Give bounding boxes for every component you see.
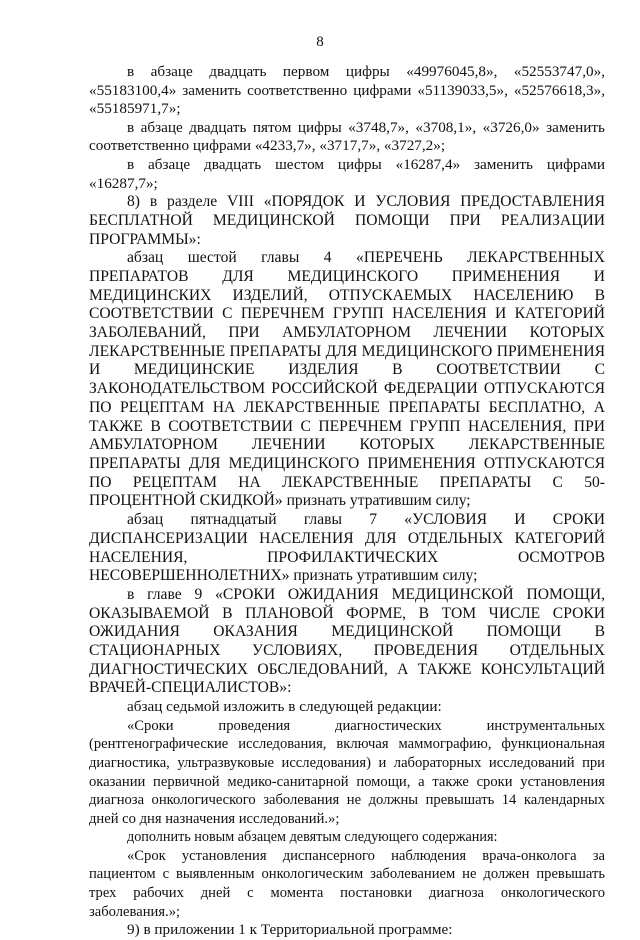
paragraph-9: «Сроки проведения диагностических инструментальных (рентгенографические исследования, включая маммографию, функциональная диагностика, ультразвуковые исследования) и лабораторных исследований при оказании первичной медико-санитарной помощи, а также сроки установления диагноза онкологического заболевания не должны превышать 14 календарных дней со дня назначения исследований.»;: [89, 717, 605, 827]
paragraph-12: 9) в приложении 1 к Территориальной программе:: [127, 921, 453, 939]
paragraph-7: в главе 9 «СРОКИ ОЖИДАНИЯ МЕДИЦИНСКОЙ ПОМОЩИ, ОКАЗЫВАЕМОЙ В ПЛАНОВОЙ ФОРМЕ, В ТОМ ЧИСЛЕ СРОКИ ОЖИДАНИЯ ОКАЗАНИЯ МЕДИЦИНСКОЙ ПОМОЩИ В СТАЦИОНАРНЫХ УСЛОВИЯХ, ПРОВЕДЕНИЯ ОТДЕЛЬНЫХ ДИАГНОСТИЧЕСКИХ ОБСЛЕДОВАНИЙ, А ТАКЖЕ КОНСУЛЬТАЦИЙ ВРАЧЕЙ-СПЕЦИАЛИСТОВ»:: [89, 585, 605, 697]
paragraph-5: абзац шестой главы 4 «ПЕРЕЧЕНЬ ЛЕКАРСТВЕННЫХ ПРЕПАРАТОВ ДЛЯ МЕДИЦИНСКОГО ПРИМЕНЕНИЯ И МЕДИЦИНСКИХ ИЗДЕЛИЙ, ОТПУСКАЕМЫХ НАСЕЛЕНИЮ В СООТВЕТСТВИИ С ПЕРЕЧНЕМ ГРУПП НАСЕЛЕНИЯ И КАТЕГОРИЙ ЗАБОЛЕВАНИЙ, ПРИ АМБУЛАТОРНОМ ЛЕЧЕНИИ КОТОРЫХ ЛЕКАРСТВЕННЫЕ ПРЕПАРАТЫ ДЛЯ МЕДИЦИНСКОГО ПРИМЕНЕНИЯ И МЕДИЦИНСКИЕ ИЗДЕЛИЯ В СООТВЕТСТВИИ С ЗАКОНОДАТЕЛЬСТВОМ РОССИЙСКОЙ ФЕДЕРАЦИИ ОТПУСКАЮТСЯ ПО РЕЦЕПТАМ НА ЛЕКАРСТВЕННЫЕ ПРЕПАРАТЫ БЕСПЛАТНО, А ТАКЖЕ В СООТВЕТСТВИИ С ПЕРЕЧНЕМ ГРУПП НАСЕЛЕНИЯ, ПРИ АМБУЛАТОРНОМ ЛЕЧЕНИИ КОТОРЫХ ЛЕКАРСТВЕННЫЕ ПРЕПАРАТЫ ДЛЯ МЕДИЦИНСКОГО ПРИМЕНЕНИЯ ОТПУСКАЮТСЯ ПО РЕЦЕПТАМ НА ЛЕКАРСТВЕННЫЕ ПРЕПАРАТЫ С 50-ПРОЦЕНТНОЙ СКИДКОЙ» признать утратившим силу;: [89, 249, 605, 510]
page-number: 8: [316, 34, 324, 50]
paragraph-8: абзац седьмой изложить в следующей редакции:: [127, 698, 442, 716]
paragraph-6: абзац пятнадцатый главы 7 «УСЛОВИЯ И СРОКИ ДИСПАНСЕРИЗАЦИИ НАСЕЛЕНИЯ ДЛЯ ОТДЕЛЬНЫХ КАТЕГОРИЙ НАСЕЛЕНИЯ, ПРОФИЛАКТИЧЕСКИХ ОСМОТРОВ НЕСОВЕРШЕННОЛЕТНИХ» признать утратившим силу;: [89, 511, 605, 585]
paragraph-11: «Срок установления диспансерного наблюдения врача-онколога за пациентом с выявленным онкологическим заболеванием не должен превышать трех рабочих дней с момента постановки диагноза онкологического заболевания.»;: [89, 847, 605, 920]
paragraph-3: в абзаце двадцать шестом цифры «16287,4» заменить цифрами «16287,7»;: [89, 155, 605, 192]
paragraph-1: в абзаце двадцать первом цифры «49976045,8», «52553747,0», «55183100,4» заменить соответственно цифрами «51139033,5», «52576618,3», «55185971,7»;: [89, 63, 605, 118]
document-body: [89, 63, 605, 940]
paragraph-4: 8) в разделе VIII «ПОРЯДОК И УСЛОВИЯ ПРЕДОСТАВЛЕНИЯ БЕСПЛАТНОЙ МЕДИЦИНСКОЙ ПОМОЩИ ПРИ РЕАЛИЗАЦИИ ПРОГРАММЫ»:: [89, 193, 605, 248]
paragraph-2: в абзаце двадцать пятом цифры «3748,7», «3708,1», «3726,0» заменить соответственно цифрами «4233,7», «3717,7», «3727,2»;: [89, 118, 605, 155]
paragraph-10: дополнить новым абзацем девятым следующего содержания:: [127, 829, 498, 846]
